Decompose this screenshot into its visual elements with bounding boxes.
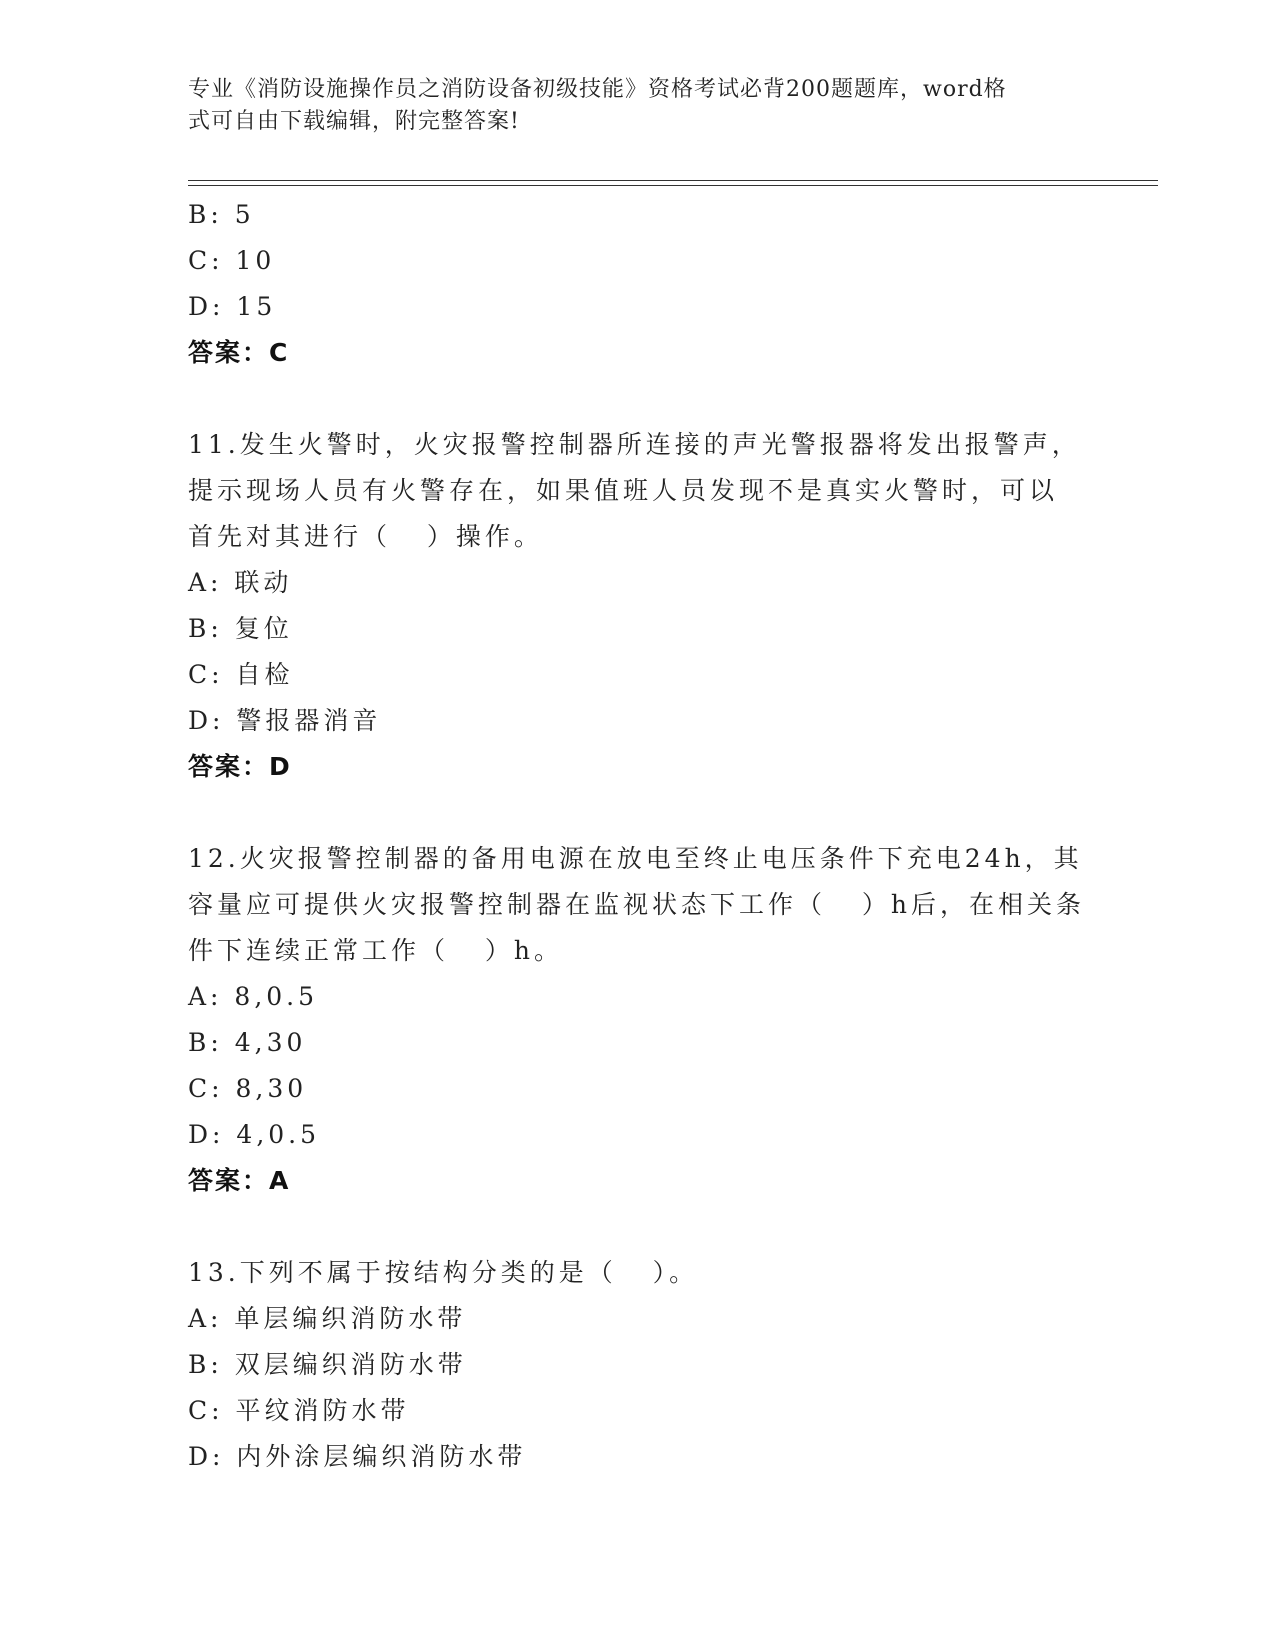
option-c: C: 自检	[188, 660, 294, 689]
question-text-line: 首先对其进行（ ）操作。	[188, 522, 543, 551]
question-text-line: 提示现场人员有火警存在，如果值班人员发现不是真实火警时，可以	[188, 476, 1059, 505]
answer-label: 答案：A	[188, 1166, 291, 1195]
question-text-line: 13.下列不属于按结构分类的是（ ）。	[188, 1258, 699, 1287]
option-d: D: 4,0.5	[188, 1120, 321, 1149]
option-c: C: 平纹消防水带	[188, 1396, 410, 1425]
option-b: B: 复位	[188, 614, 293, 643]
question-12	[188, 836, 1088, 1204]
question-text-line: 容量应可提供火灾报警控制器在监视状态下工作（ ）h后，在相关条	[188, 890, 1085, 919]
option-c: C: 8,30	[188, 1074, 308, 1103]
option-c: C: 10	[188, 246, 276, 275]
option-a: A: 联动	[188, 568, 293, 597]
answer-label: 答案：C	[188, 338, 290, 367]
prev-question-block	[188, 192, 1088, 376]
question-text-line: 12.火灾报警控制器的备用电源在放电至终止电压条件下充电24h，其	[188, 844, 1083, 873]
question-13	[188, 1250, 1088, 1480]
option-b: B: 4,30	[188, 1028, 307, 1057]
question-text-line: 件下连续正常工作（ ）h。	[188, 936, 563, 965]
option-a: A: 8,0.5	[188, 982, 319, 1011]
document-header	[188, 74, 1068, 138]
option-b: B: 5	[188, 200, 255, 229]
header-line-1: 专业《消防设施操作员之消防设备初级技能》资格考试必背200题题库，word格	[188, 77, 1007, 102]
header-rule-top	[188, 180, 1158, 181]
document-body	[188, 192, 1088, 1480]
header-rule-bottom	[188, 185, 1158, 186]
option-b: B: 双层编织消防水带	[188, 1350, 467, 1379]
option-d: D: 内外涂层编织消防水带	[188, 1442, 527, 1471]
question-text-line: 11.发生火警时，火灾报警控制器所连接的声光警报器将发出报警声，	[188, 430, 1081, 459]
answer-label: 答案：D	[188, 752, 292, 781]
question-11	[188, 422, 1088, 790]
header-line-2: 式可自由下载编辑，附完整答案!	[188, 109, 520, 134]
option-d: D: 15	[188, 292, 277, 321]
option-d: D: 警报器消音	[188, 706, 382, 735]
option-a: A: 单层编织消防水带	[188, 1304, 467, 1333]
